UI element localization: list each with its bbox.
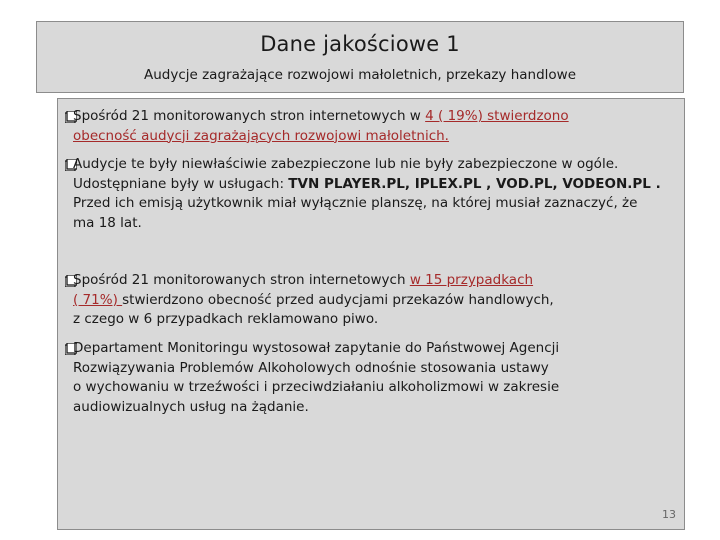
body-text: z czego w 6 przypadkach reklamowano piwo. [73,311,379,327]
body-text: audiowizualnych usług na żądanie. [73,398,309,415]
highlighted-text: obecność audycji zagrażających rozwojowi małoletnich. [73,127,449,144]
body-text: Audycje te były niewłaściwie zabezpieczone lub nie były zabezpieczone w ogóle. [73,156,619,172]
page-number: 13 [662,508,676,521]
bullet-line [73,214,648,234]
bullet-line [73,310,648,330]
body-text: Departament Monitoringu wystosował zapytanie do Państwowej Agencji [73,340,560,356]
body-text: Udostępniane były w usługach: [73,175,289,192]
title-panel [36,21,684,93]
body-text: ma 18 lat. [73,214,142,231]
bullet-line [73,127,648,147]
bullet-text [73,155,661,233]
body-text: Spośród 21 monitorowanych stron internetowych [73,272,410,288]
body-text: o wychowaniu w trzeźwości i przeciwdziałaniu alkoholizmowi w zakresie [73,379,560,395]
bold-text: TVN PLAYER.PL, IPLEX.PL , VOD.PL, VODEON.PL . [288,175,661,192]
bullet-line [73,378,648,398]
bullet-line [73,339,648,359]
bullet-line [73,155,648,175]
highlighted-text: ( 71%) [73,291,123,308]
content-panel [57,98,685,530]
body-text: Przed ich emisją użytkownik miał wyłącznie planszę, na której musiał zaznaczyć, że [73,195,638,211]
bullet-line [73,194,648,214]
bullet-line [73,175,661,195]
bullet-text [73,271,648,330]
bullet-line [73,291,648,311]
body-text: Spośród 21 monitorowanych stron internetowych w [73,108,426,124]
body-text: stwierdzono obecność przed audycjami przekazów handlowych, [122,291,554,308]
bullet-text [73,339,648,417]
highlighted-text: w 15 przypadkach [409,272,534,288]
bullet-text [73,107,648,146]
bullet-line [73,359,648,379]
bullet-line [73,271,648,291]
slide-title: Dane jakościowe 1 [260,32,460,56]
bullet-line [73,398,648,418]
highlighted-text: 4 ( 19%) stwierdzono [425,108,569,124]
body-text: Rozwiązywania Problemów Alkoholowych odnośnie stosowania ustawy [73,359,549,376]
slide-subtitle: Audycje zagrażające rozwojowi małoletnich, przekazy handlowe [143,67,577,83]
bullet-line [73,107,648,127]
